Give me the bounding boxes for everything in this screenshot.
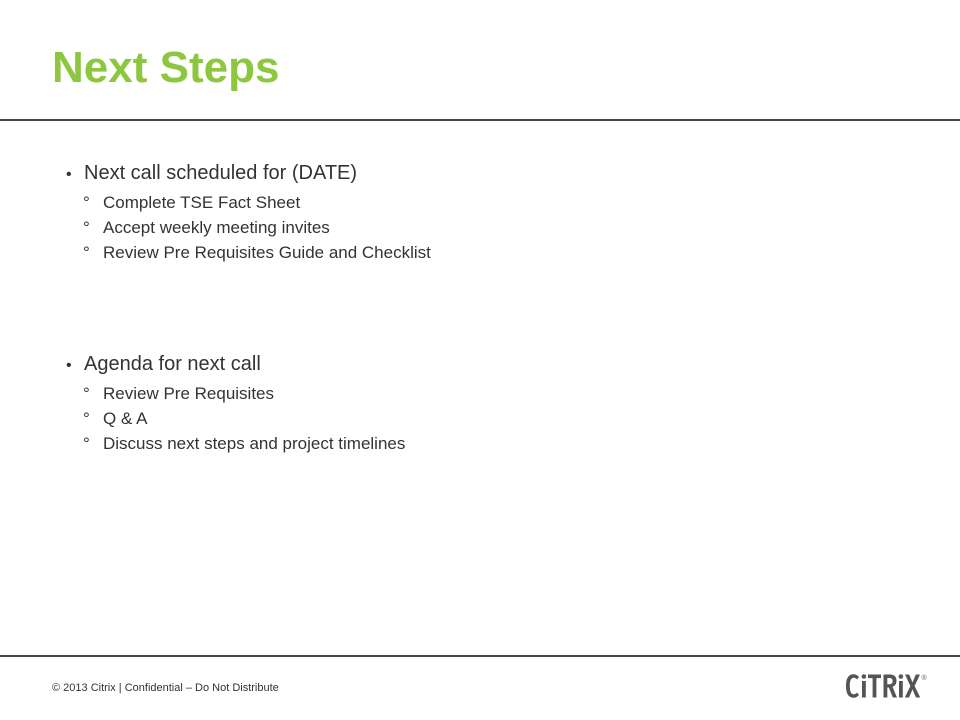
citrix-logo <box>845 668 931 704</box>
bullet-heading: Next call scheduled for (DATE) <box>84 162 358 184</box>
sub-bullet-degree-icon: ° <box>83 434 90 453</box>
title-divider <box>0 119 960 121</box>
slide-title: Next Steps <box>52 43 280 92</box>
sub-bullet-degree-icon: ° <box>83 193 90 212</box>
sub-bullet-item <box>66 215 431 240</box>
sub-bullet-list <box>66 381 405 456</box>
bullet-dot-icon: • <box>66 357 72 374</box>
sub-bullet-degree-icon: ° <box>83 218 90 237</box>
bullet-group-agenda <box>66 349 405 456</box>
sub-bullet-degree-icon: ° <box>83 243 90 262</box>
sub-bullet-degree-icon: ° <box>83 409 90 428</box>
sub-bullet-text: Review Pre Requisites Guide and Checklist <box>103 243 431 262</box>
sub-bullet-item <box>66 190 431 215</box>
sub-bullet-item <box>66 406 405 431</box>
footer-divider <box>0 655 960 657</box>
bullet-heading-row <box>66 349 405 381</box>
sub-bullet-text: Discuss next steps and project timelines <box>103 434 406 453</box>
sub-bullet-text: Q & A <box>103 409 148 428</box>
sub-bullet-text: Review Pre Requisites <box>103 384 275 403</box>
bullet-item <box>66 158 431 265</box>
bullet-item <box>66 349 405 456</box>
registered-mark-icon: ® <box>921 675 927 682</box>
sub-bullet-text: Complete TSE Fact Sheet <box>103 193 301 212</box>
sub-bullet-item <box>66 240 431 265</box>
bullet-heading-row <box>66 158 431 190</box>
footer-copyright: © 2013 Citrix | Confidential – Do Not Distribute <box>52 682 279 694</box>
sub-bullet-item <box>66 431 405 456</box>
bullet-dot-icon: • <box>66 166 72 183</box>
bullet-group-next-call <box>66 158 431 265</box>
sub-bullet-degree-icon: ° <box>83 384 90 403</box>
sub-bullet-item <box>66 381 405 406</box>
sub-bullet-list <box>66 190 431 265</box>
sub-bullet-text: Accept weekly meeting invites <box>103 218 330 237</box>
bullet-heading: Agenda for next call <box>84 353 261 375</box>
citrix-logo-wordmark <box>846 674 920 698</box>
